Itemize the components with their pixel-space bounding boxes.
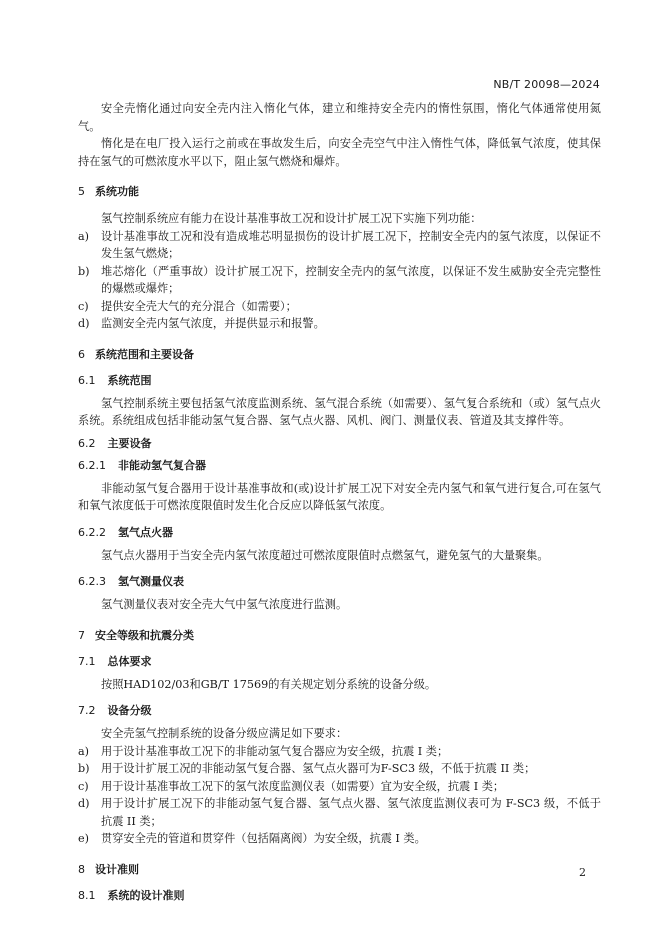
list-item (78, 830, 601, 848)
section-7-2-heading (78, 703, 601, 719)
section-7-1-title: 总体要求 (107, 654, 152, 668)
list-item-label: a) (78, 744, 90, 758)
intro-paragraph-inerting-timing: 惰化是在电厂投入运行之前或在事故发生后，向安全壳空气中注入惰性气体，降低氧气浓度，使其保持在氢气的可燃浓度水平以下，阻止氢气燃烧和爆炸。 (78, 137, 601, 168)
section-5-title: 系统功能 (95, 185, 139, 198)
section-8-1-title: 系统的设计准则 (107, 888, 185, 902)
section-6-2-1-heading (78, 458, 601, 474)
section-6-1-heading (78, 373, 601, 389)
section-6-2-2-heading (78, 525, 601, 541)
list-item (78, 298, 601, 316)
list-item-text: 用于设计基准事故工况下的非能动氢气复合器应为安全级，抗震 I 类； (101, 744, 449, 758)
section-6-1-number: 6.1 (78, 373, 96, 387)
section-7-title: 安全等级和抗震分类 (95, 628, 194, 642)
section-7-2-number: 7.2 (78, 704, 96, 717)
section-5-heading (78, 184, 601, 200)
list-item-label: c) (78, 779, 89, 793)
list-item-label: d) (78, 797, 90, 810)
section-8-1-heading (78, 888, 601, 904)
section-8-1-number: 8.1 (78, 888, 96, 902)
section-6-1-title: 系统范围 (107, 373, 152, 387)
section-6-number: 6 (78, 347, 85, 361)
section-6-2-1-number: 6.2.1 (78, 458, 106, 472)
list-item (78, 315, 601, 333)
list-item-label: a) (78, 229, 90, 243)
section-6-2-title: 主要设备 (107, 436, 152, 450)
list-item (78, 778, 601, 796)
section-6-2-3-number: 6.2.3 (78, 575, 106, 588)
section-6-2-number: 6.2 (78, 436, 96, 450)
section-6-2-3-text: 氢气测量仪表对安全壳大气中氢气浓度进行监测。 (101, 598, 348, 611)
list-item-text: 贯穿安全壳的管道和贯穿件（包括隔离阀）为安全级，抗震 I 类。 (101, 832, 426, 845)
list-item (78, 228, 601, 263)
list-item-text: 堆芯熔化（严重事故）设计扩展工况下，控制安全壳内的氢气浓度，以保证不发生威胁安全壳完整性的爆燃或爆炸； (101, 264, 601, 295)
section-5-number: 5 (78, 185, 85, 198)
page-number: 2 (579, 866, 586, 879)
intro-paragraph-inerting: 安全壳惰化通过向安全壳内注入惰化气体，建立和维持安全壳内的惰性氛围，惰化气体通常使用氮气。 (78, 102, 601, 133)
list-item-label: d) (78, 317, 90, 330)
section-7-heading (78, 628, 601, 644)
standard-code-header: NB/T 20098—2024 (493, 78, 600, 91)
list-item (78, 263, 601, 298)
section-7-1-number: 7.1 (78, 654, 96, 668)
section-6-title: 系统范围和主要设备 (95, 347, 194, 361)
list-item-text: 提供安全壳大气的充分混合（如需要）； (101, 299, 297, 313)
section-6-2-2-title: 氢气点火器 (118, 525, 173, 539)
section-6-2-3-heading (78, 574, 601, 590)
section-7-2-intro: 安全壳氢气控制系统的设备分级应满足如下要求： (101, 727, 348, 740)
list-item (78, 760, 601, 778)
section-6-2-2-text: 氢气点火器用于当安全壳内氢气浓度超过可燃浓度限值时点燃氢气，避免氢气的大量聚集。 (101, 548, 549, 562)
section-6-2-heading (78, 436, 601, 452)
list-item-text: 用于设计扩展工况下的非能动氢气复合器、氢气点火器、氢气浓度监测仪表可为 F-SC3 级，不低于抗震 II 类； (101, 797, 601, 828)
list-item-text: 用于设计基准事故工况下的氢气浓度监测仪表（如需要）宜为安全级，抗震 I 类； (101, 779, 505, 793)
list-item-label: b) (78, 264, 90, 278)
list-item-label: c) (78, 299, 89, 313)
list-item-label: b) (78, 762, 90, 775)
section-6-heading (78, 347, 601, 363)
section-8-number: 8 (78, 862, 85, 876)
section-7-2-title: 设备分级 (107, 704, 152, 717)
section-6-2-3-title: 氢气测量仪表 (118, 575, 184, 588)
section-5-list (78, 228, 601, 333)
section-6-2-1-title: 非能动氢气复合器 (118, 458, 206, 472)
list-item (78, 795, 601, 830)
section-7-2-list (78, 743, 601, 848)
section-6-2-1-text: 非能动氢气复合器用于设计基准事故和(或)设计扩展工况下对安全壳内氢气和氧气进行复合,可在氢气和氧气浓度低于可燃浓度限值时发生化合反应以降低氢气浓度。 (78, 481, 601, 512)
section-8-title: 设计准则 (95, 862, 139, 876)
list-item-text: 用于设计扩展工况的非能动氢气复合器、氢气点火器可为F-SC3 级，不低于抗震 II 类； (101, 762, 536, 775)
section-6-1-text: 氢气控制系统主要包括氢气浓度监测系统、氢气混合系统（如需要）、氢气复合系统和（或）氢气点火系统。系统组成包括非能动氢气复合器、氢气点火器、风机、阀门、测量仪表、管道及其支撑件等。 (78, 396, 601, 427)
list-item (78, 743, 601, 761)
section-5-intro: 氢气控制系统应有能力在设计基准事故工况和设计扩展工况下实施下列功能： (101, 212, 482, 225)
section-8-heading (78, 862, 601, 878)
list-item-text: 设计基准事故工况和没有造成堆芯明显损伤的设计扩展工况下，控制安全壳内的氢气浓度，以保证不发生氢气燃烧； (101, 229, 601, 260)
document-body (78, 100, 601, 904)
section-7-1-heading (78, 654, 601, 670)
section-7-1-text: 按照HAD102/03和GB/T 17569的有关规定划分系统的设备分级。 (101, 677, 437, 691)
section-6-2-2-number: 6.2.2 (78, 525, 106, 539)
list-item-label: e) (78, 832, 89, 845)
section-7-number: 7 (78, 628, 85, 642)
list-item-text: 监测安全壳内氢气浓度，并提供显示和报警。 (101, 317, 325, 330)
